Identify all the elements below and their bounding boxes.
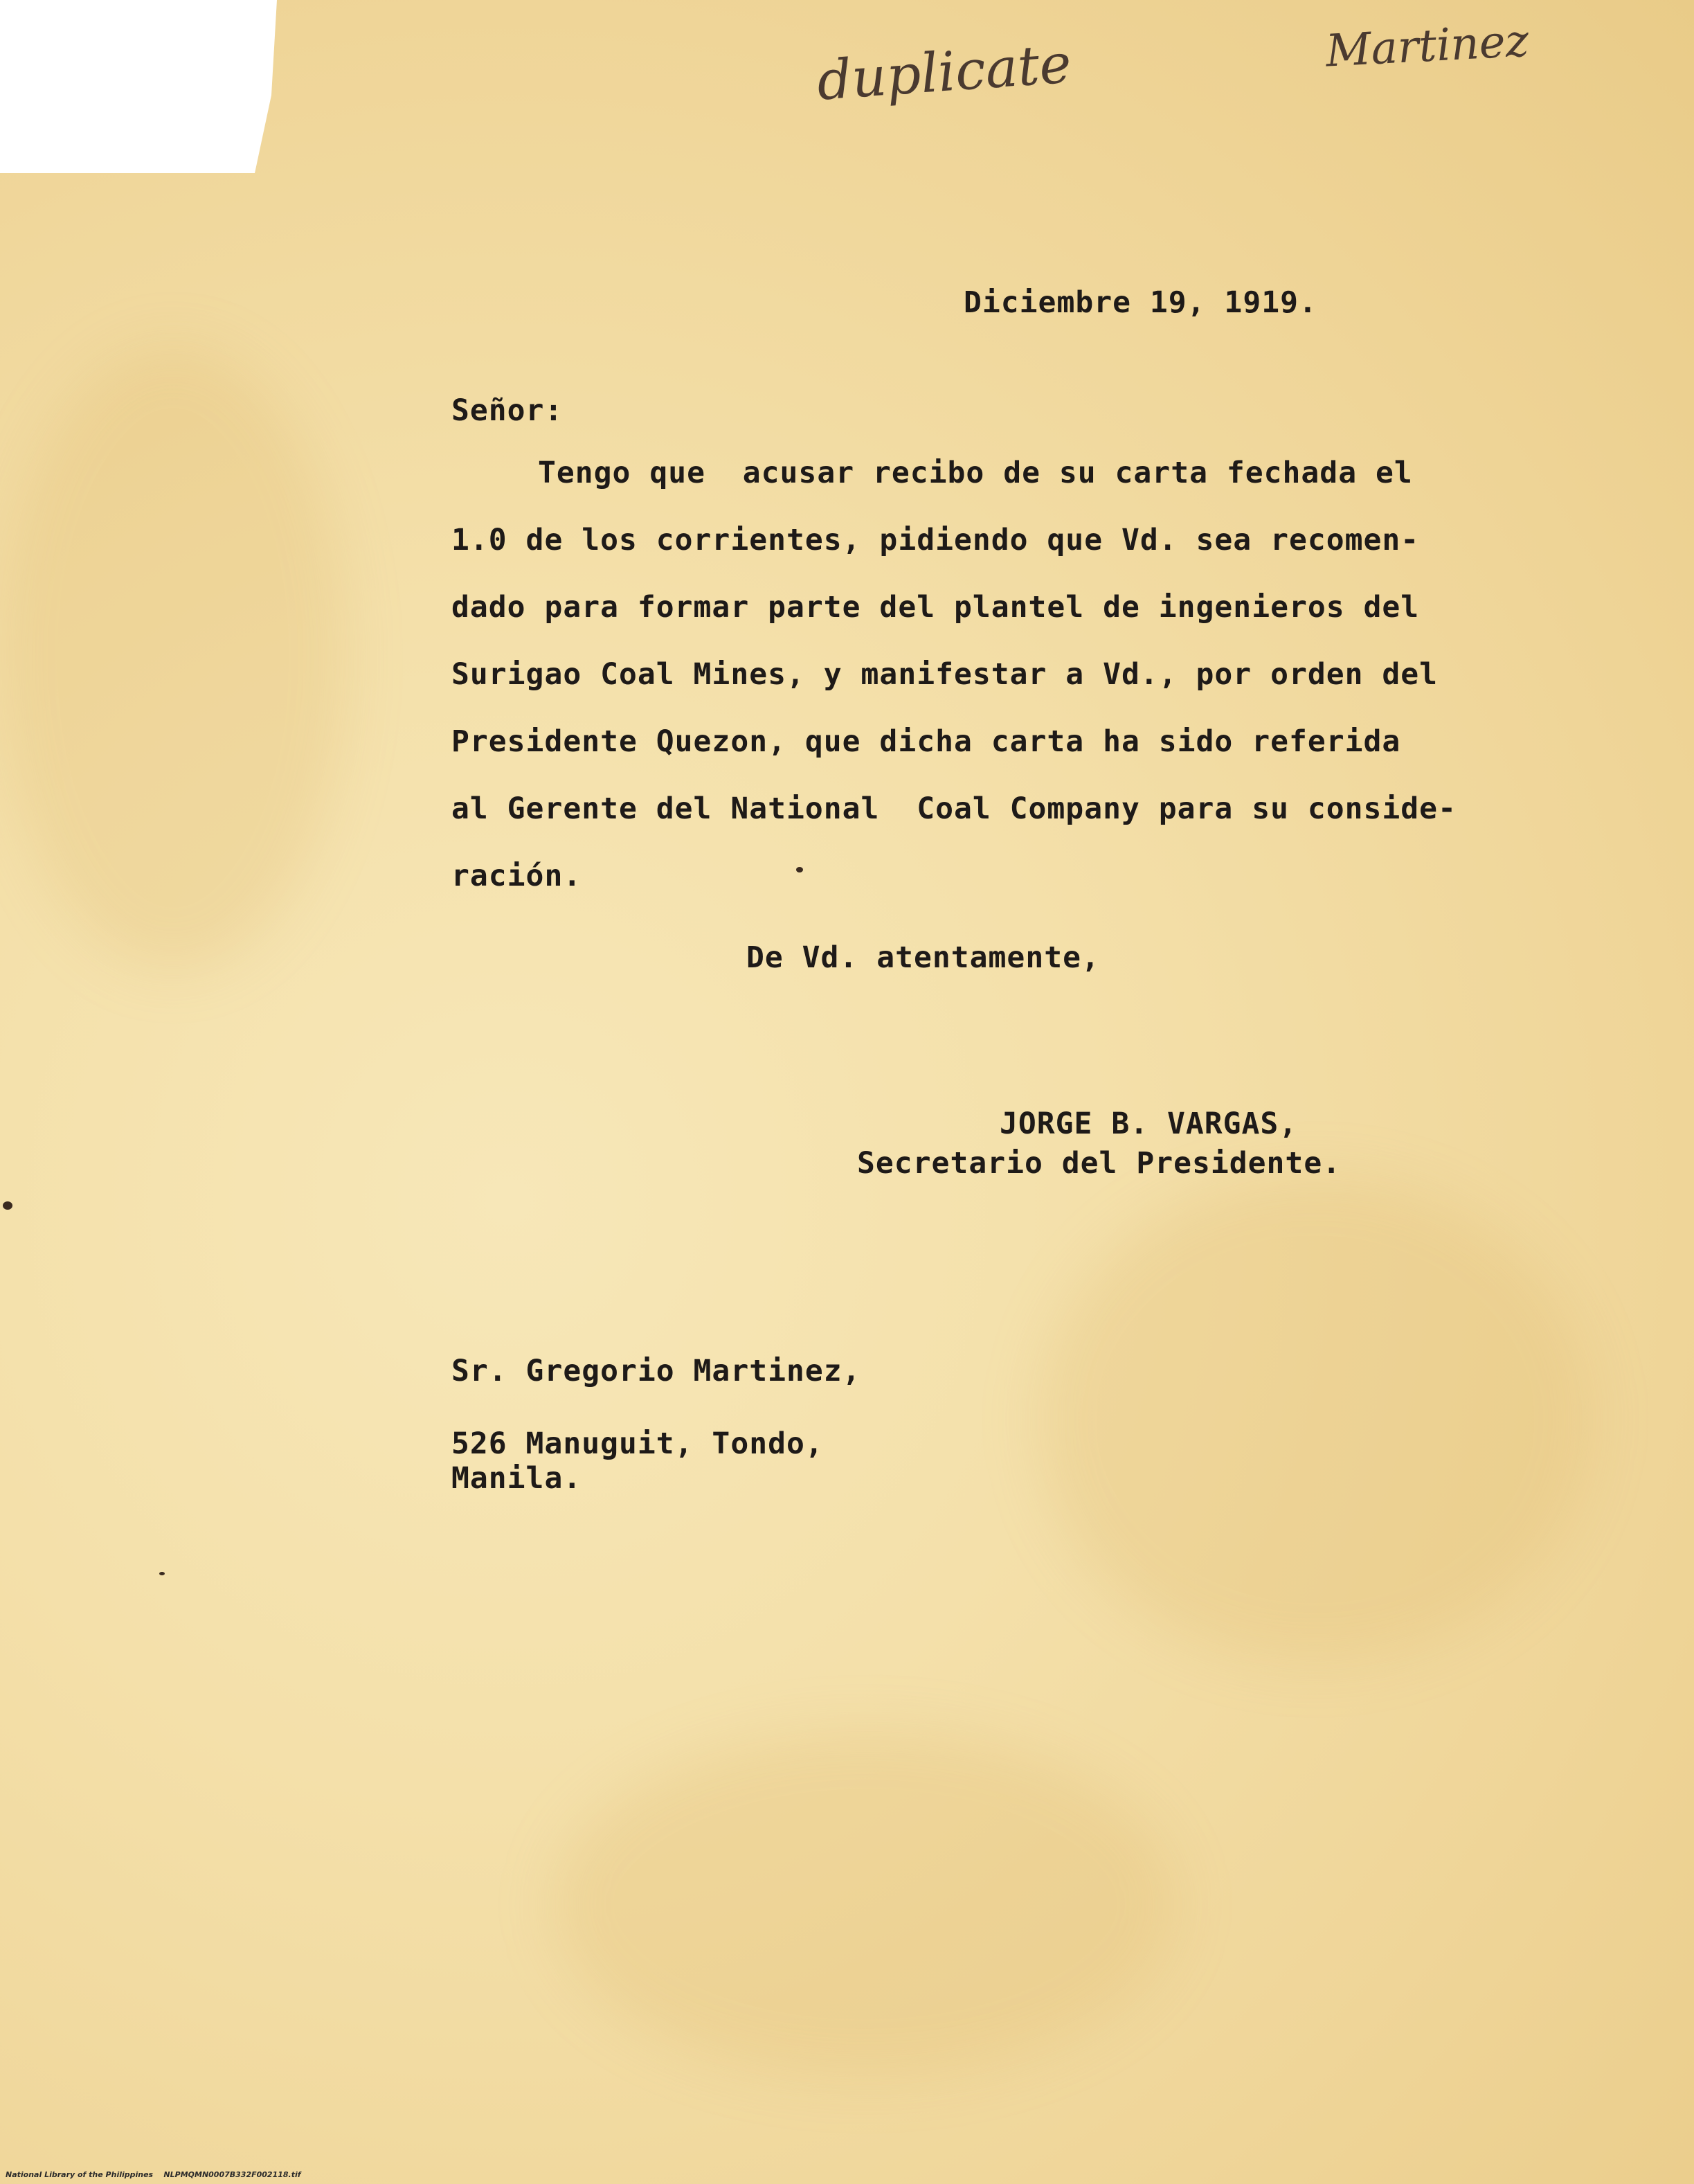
paper-stain bbox=[0, 346, 346, 969]
body-line: Surigao Coal Mines, y manifestar a Vd., por orden del bbox=[451, 657, 1439, 692]
ink-speck bbox=[3, 1201, 12, 1210]
body-line: al Gerente del National Coal Company para su conside- bbox=[451, 791, 1457, 826]
closing: De Vd. atentamente, bbox=[746, 940, 1100, 975]
body-line: Tengo que acusar recibo de su carta fechada el bbox=[538, 456, 1413, 490]
body-line: dado para formar parte del plantel de ingenieros del bbox=[451, 590, 1420, 625]
ink-speck bbox=[796, 867, 803, 872]
recipient-name: Sr. Gregorio Martinez, bbox=[451, 1354, 861, 1388]
signature-name: JORGE B. VARGAS, bbox=[1000, 1107, 1298, 1141]
letter-body bbox=[451, 456, 1457, 926]
handwritten-note-duplicate: duplicate bbox=[815, 33, 1074, 113]
body-line: Presidente Quezon, que dicha carta ha sido referida bbox=[451, 724, 1401, 759]
torn-corner bbox=[0, 0, 277, 173]
recipient-city: Manila. bbox=[451, 1461, 582, 1496]
archive-footer: National Library of the Philippines NLPMQMN0007B332F002118.tif bbox=[6, 2170, 301, 2179]
paper-stain bbox=[1038, 1177, 1592, 1662]
signature-title: Secretario del Presidente. bbox=[857, 1146, 1342, 1181]
salutation: Señor: bbox=[451, 393, 564, 428]
handwritten-note-name: Martinez bbox=[1324, 15, 1531, 78]
ink-speck bbox=[159, 1572, 165, 1575]
recipient-street: 526 Manuguit, Tondo, bbox=[451, 1426, 824, 1461]
letter-date: Diciembre 19, 1919. bbox=[964, 285, 1317, 320]
body-line: ración. bbox=[451, 859, 582, 893]
body-line: 1.0 de los corrientes, pidiendo que Vd. sea recomen- bbox=[451, 523, 1420, 557]
paper-stain bbox=[554, 1731, 1177, 2077]
